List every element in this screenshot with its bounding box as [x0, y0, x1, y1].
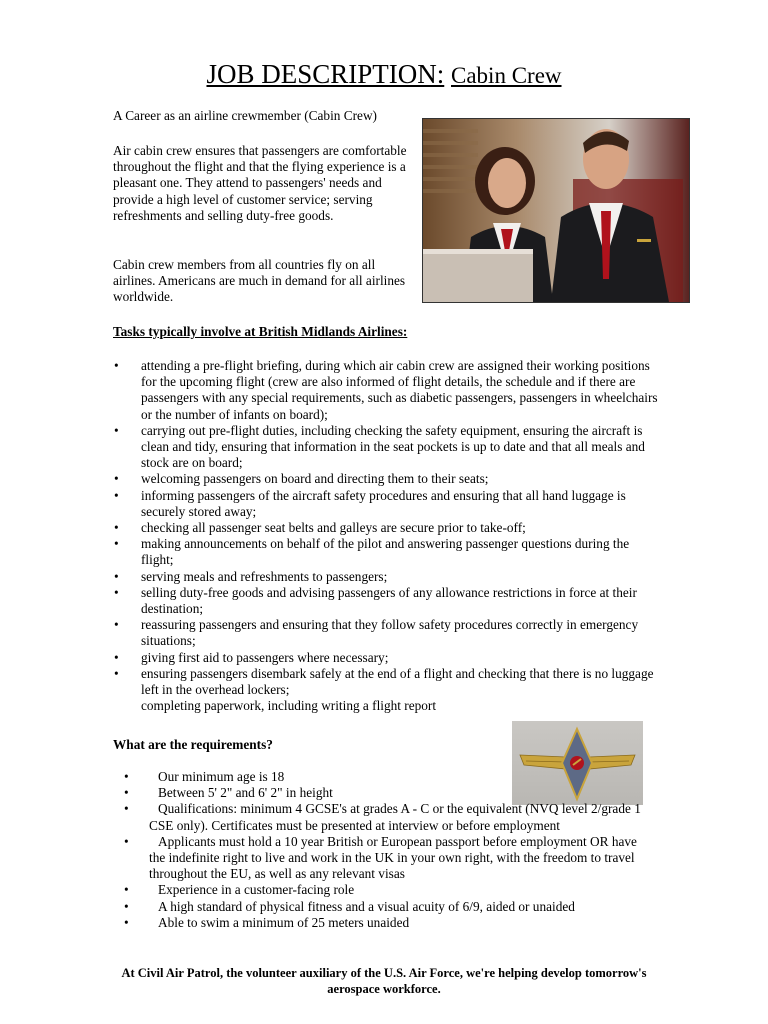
- description-paragraph-1: Air cabin crew ensures that passengers are comfortable throughout the flight and that the flying experience is a pleasant one. They attend to passengers' needs and provide a high level of customer service; serving refreshments and selling duty-free goods.: [113, 143, 407, 223]
- list-item: [113, 650, 658, 666]
- requirement-text: Our minimum age is 18: [158, 769, 285, 784]
- bullet-marker: •: [114, 422, 119, 438]
- description-paragraph-2: Cabin crew members from all countries fly on all airlines. Americans are much in demand for all airlines worldwide.: [113, 257, 406, 305]
- list-item: [113, 785, 643, 801]
- bullet-marker: •: [124, 882, 129, 898]
- list-item: [113, 801, 643, 833]
- title-main: JOB DESCRIPTION:: [206, 59, 445, 89]
- list-item: [113, 585, 658, 617]
- list-item: [113, 520, 658, 536]
- bullet-marker: •: [114, 358, 119, 373]
- bullet-marker: •: [124, 914, 129, 930]
- bullet-marker: •: [114, 536, 119, 552]
- task-text: giving first aid to passengers where necessary;: [141, 649, 389, 665]
- requirement-text: Able to swim a minimum of 25 meters unaided: [158, 914, 410, 930]
- bullet-marker: •: [114, 471, 119, 487]
- task-text: selling duty-free goods and advising passengers of any allowance restrictions in force at their destination;: [141, 584, 637, 617]
- footer-note: At Civil Air Patrol, the volunteer auxiliary of the U.S. Air Force, we're helping develop tomorrow's aerospace workforce.: [121, 966, 647, 996]
- bullet-marker: •: [124, 833, 129, 849]
- page-title: [0, 58, 768, 92]
- bullet-marker: •: [114, 520, 119, 536]
- requirements-heading: What are the requirements?: [113, 737, 273, 752]
- list-item: [113, 423, 658, 472]
- bullet-marker: •: [114, 487, 119, 503]
- task-text: serving meals and refreshments to passengers;: [141, 568, 388, 584]
- requirement-text: Qualifications: minimum 4 GCSE's at grades A - C or the equivalent (NVQ level 2/grade 1 CSE only). Certificates must be presented at interview or before employment: [149, 801, 641, 833]
- list-item: [113, 915, 643, 931]
- task-text: informing passengers of the aircraft safety procedures and ensuring that all hand luggage is securely stored away;: [141, 487, 626, 519]
- task-text: attending a pre-flight briefing, during which air cabin crew are assigned their working positions for the upcoming flight (crew are also informed of flight details, the schedule and if there are passengers with any special requirements, such as diabetic passengers, passengers in wheelchairs or the number of infants on board);: [141, 358, 658, 422]
- bullet-marker: •: [124, 769, 129, 784]
- tasks-heading: Tasks typically involve at British Midlands Airlines:: [113, 324, 408, 339]
- task-text: carrying out pre-flight duties, including checking the safety equipment, ensuring the aircraft is clean and tidy, ensuring that information in the seat pockets is up to date and that all meals and stock are on board;: [141, 422, 645, 471]
- requirement-text: Between 5' 2" and 6' 2" in height: [158, 785, 333, 801]
- task-text: reassuring passengers and ensuring that they follow safety procedures correctly in emergency situations;: [141, 617, 639, 649]
- list-item: [113, 617, 658, 649]
- bullet-marker: •: [124, 785, 129, 801]
- task-text: making announcements on behalf of the pilot and answering passenger questions during the flight;: [141, 536, 630, 568]
- tasks-list: [113, 358, 658, 714]
- bullet-marker: •: [114, 568, 119, 584]
- task-text: ensuring passengers disembark safely at the end of a flight and checking that there is no luggage left in the overhead lockers;: [141, 665, 654, 698]
- bullet-marker: •: [114, 665, 119, 681]
- list-item: [113, 769, 643, 785]
- task-text: welcoming passengers on board and directing them to their seats;: [141, 471, 489, 487]
- list-item: [113, 536, 658, 568]
- title-sub: Cabin Crew: [451, 63, 562, 88]
- list-item: [113, 899, 643, 915]
- list-item: [113, 488, 658, 520]
- bullet-marker: •: [124, 801, 129, 817]
- cabin-crew-photo: [422, 118, 690, 303]
- bullet-marker: •: [114, 584, 119, 600]
- requirements-list: [113, 769, 643, 931]
- bullet-marker: •: [114, 617, 119, 633]
- list-item: [113, 471, 658, 487]
- list-item: [113, 569, 658, 585]
- tasks-tail-line: completing paperwork, including writing a flight report: [141, 698, 437, 714]
- list-item: [113, 882, 643, 898]
- list-item: [113, 834, 643, 883]
- task-text: checking all passenger seat belts and galleys are secure prior to take-off;: [141, 520, 526, 536]
- bullet-marker: •: [124, 898, 129, 914]
- bullet-marker: •: [114, 649, 119, 665]
- requirement-text: Applicants must hold a 10 year British or European passport before employment OR have the indefinite right to live and work in the UK in your own right, with the freedom to travel throughout the EU, as well as any relevant visas: [149, 833, 637, 882]
- requirement-text: A high standard of physical fitness and a visual acuity of 6/9, aided or unaided: [158, 898, 575, 914]
- intro-line: A Career as an airline crewmember (Cabin Crew): [113, 108, 377, 123]
- list-item: [113, 666, 658, 698]
- requirement-text: Experience in a customer-facing role: [158, 882, 355, 898]
- list-item: [113, 358, 658, 423]
